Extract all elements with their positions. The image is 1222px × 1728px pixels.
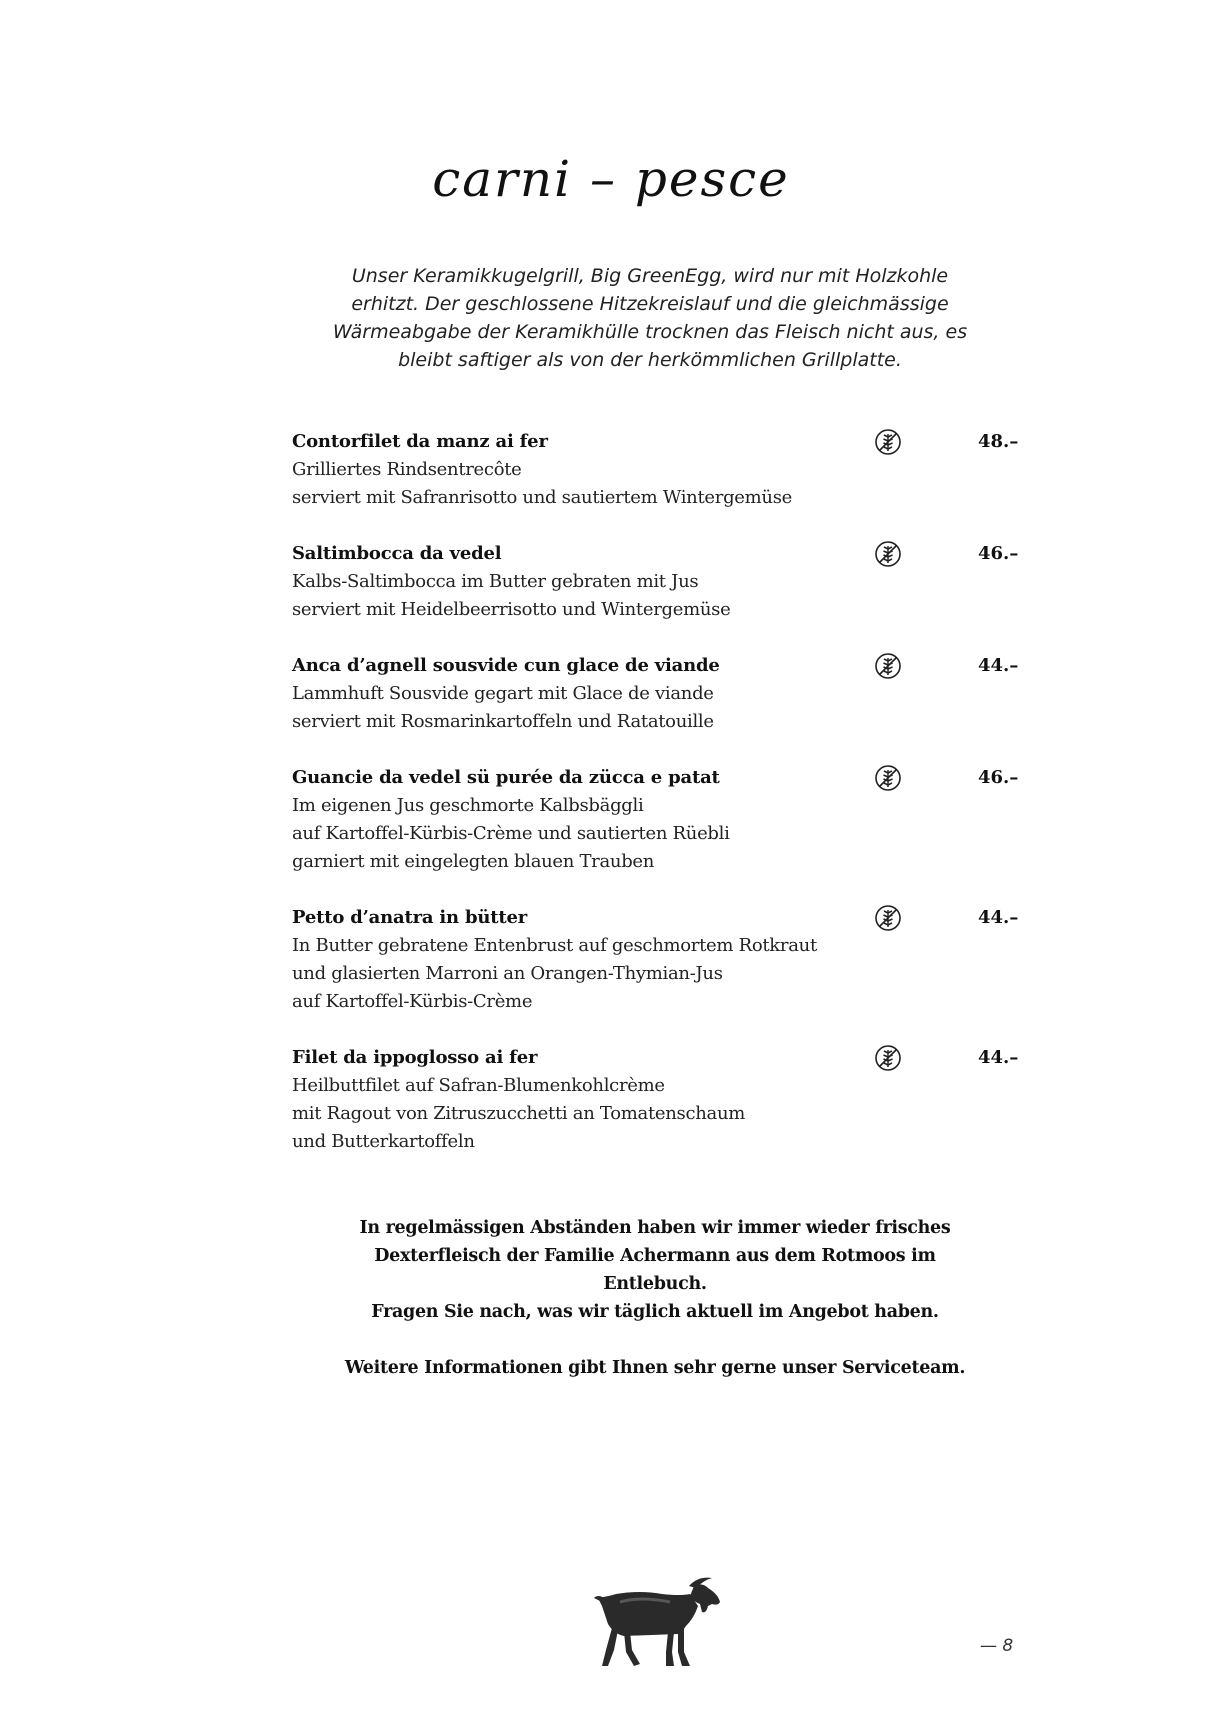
gluten-free-icon	[874, 1044, 902, 1072]
menu-item	[292, 904, 1032, 1016]
dish-price: 46.–	[978, 543, 1019, 564]
intro-line: bleibt saftiger als von der herkömmlichen Grillplatte.	[398, 349, 902, 371]
dish-description: Im eigenen Jus geschmorte Kalbsbäggli	[292, 795, 644, 816]
dish-price: 48.–	[978, 431, 1019, 452]
intro-line: Wärmeabgabe der Keramikhülle trocknen das Fleisch nicht aus, es	[332, 321, 968, 343]
intro-line: erhitzt. Der geschlossene Hitzekreislauf und die gleichmässige	[351, 293, 949, 315]
page-title: carni – pesce	[432, 150, 790, 208]
dish-description: Lammhuft Sousvide gegart mit Glace de viande	[292, 683, 714, 704]
dish-description: und Butterkartoffeln	[292, 1131, 475, 1152]
dish-name: Anca d’agnell sousvide cun glace de viande	[292, 655, 720, 676]
gluten-free-icon	[874, 428, 902, 456]
intro-text	[290, 262, 1010, 374]
dish-name: Guancie da vedel sü purée da zücca e patat	[292, 767, 720, 788]
dish-name: Saltimbocca da vedel	[292, 543, 502, 564]
intro-line: Unser Keramikkugelgrill, Big GreenEgg, wird nur mit Holzkohle	[351, 265, 949, 287]
dish-description: auf Kartoffel-Kürbis-Crème	[292, 991, 533, 1012]
dish-description: garniert mit eingelegten blauen Trauben	[292, 851, 655, 872]
info-note	[290, 1214, 1020, 1382]
page-number: — 8	[980, 1636, 1014, 1656]
dish-description: serviert mit Safranrisotto und sautiertem Wintergemüse	[292, 487, 792, 508]
menu-item	[292, 652, 1032, 736]
dish-description: mit Ragout von Zitruszucchetti an Tomatenschaum	[292, 1103, 746, 1124]
dish-price: 44.–	[978, 1047, 1019, 1068]
gluten-free-icon	[874, 652, 902, 680]
goat-icon	[590, 1572, 730, 1672]
gluten-free-icon	[874, 904, 902, 932]
dish-description: Grilliertes Rindsentrecôte	[292, 459, 522, 480]
menu-item	[292, 1044, 1032, 1156]
gluten-free-icon	[874, 540, 902, 568]
note-line: In regelmässigen Abständen haben wir immer wieder frisches	[359, 1218, 951, 1238]
dish-price: 44.–	[978, 907, 1019, 928]
menu-item	[292, 428, 1032, 512]
dish-price: 46.–	[978, 767, 1019, 788]
dish-description: In Butter gebratene Entenbrust auf geschmortem Rotkraut	[292, 935, 817, 956]
note-line: Entlebuch.	[603, 1274, 707, 1294]
dish-description: auf Kartoffel-Kürbis-Crème und sautierten Rüebli	[292, 823, 730, 844]
note-closing: Weitere Informationen gibt Ihnen sehr gerne unser Serviceteam.	[344, 1358, 966, 1378]
dish-description: Kalbs-Saltimbocca im Butter gebraten mit Jus	[292, 571, 699, 592]
dish-price: 44.–	[978, 655, 1019, 676]
menu-item	[292, 540, 1032, 624]
dish-description: serviert mit Heidelbeerrisotto und Wintergemüse	[292, 599, 731, 620]
dish-description: und glasierten Marroni an Orangen-Thymian-Jus	[292, 963, 723, 984]
dish-description: serviert mit Rosmarinkartoffeln und Ratatouille	[292, 711, 714, 732]
gluten-free-icon	[874, 764, 902, 792]
menu-item	[292, 764, 1032, 876]
menu-list	[292, 428, 1032, 1184]
note-line: Fragen Sie nach, was wir täglich aktuell im Angebot haben.	[371, 1302, 939, 1322]
dish-description: Heilbuttfilet auf Safran-Blumenkohlcrème	[292, 1075, 665, 1096]
dish-name: Contorfilet da manz ai fer	[292, 431, 548, 452]
dish-name: Filet da ippoglosso ai fer	[292, 1047, 538, 1068]
note-line: Dexterfleisch der Familie Achermann aus dem Rotmoos im	[374, 1246, 936, 1266]
dish-name: Petto d’anatra in bütter	[292, 907, 528, 928]
